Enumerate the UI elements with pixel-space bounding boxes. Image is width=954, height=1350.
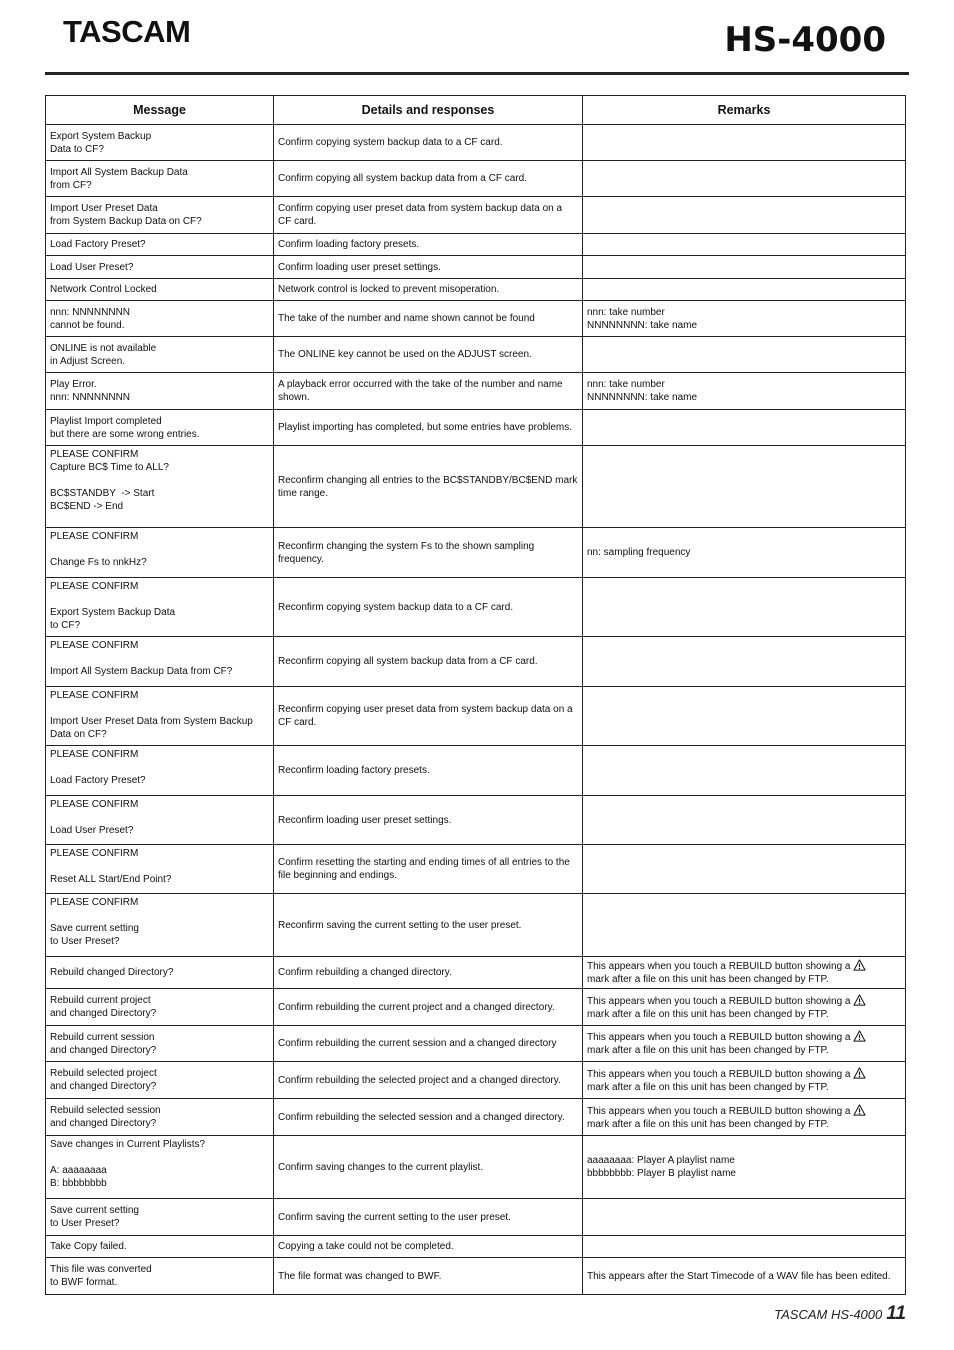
message-cell: Rebuild changed Directory? bbox=[46, 957, 274, 989]
details-cell: The file format was changed to BWF. bbox=[274, 1258, 583, 1295]
table-row bbox=[46, 197, 906, 234]
details-cell: Confirm rebuilding the current session and a changed directory bbox=[274, 1026, 583, 1062]
message-cell: Import User Preset Data from System Backup Data on CF? bbox=[46, 197, 274, 234]
message-cell: PLEASE CONFIRM Change Fs to nnkHz? bbox=[46, 528, 274, 578]
warning-triangle-icon bbox=[853, 1030, 866, 1042]
message-cell: PLEASE CONFIRM Import All System Backup Data from CF? bbox=[46, 637, 274, 687]
message-cell: Save changes in Current Playlists? A: aaaaaaaa B: bbbbbbbb bbox=[46, 1136, 274, 1199]
remarks-cell bbox=[583, 1236, 906, 1258]
message-cell: nnn: NNNNNNNN cannot be found. bbox=[46, 301, 274, 337]
details-cell: The take of the number and name shown cannot be found bbox=[274, 301, 583, 337]
remarks-cell bbox=[583, 687, 906, 746]
message-cell: This file was converted to BWF format. bbox=[46, 1258, 274, 1295]
remarks-cell bbox=[583, 894, 906, 957]
remarks-text: This appears when you touch a REBUILD button showing a bbox=[587, 1032, 851, 1043]
column-header-remarks: Remarks bbox=[583, 96, 906, 125]
table-row bbox=[46, 1258, 906, 1295]
table-row bbox=[46, 446, 906, 528]
remarks-cell bbox=[583, 161, 906, 197]
remarks-cell: aaaaaaaa: Player A playlist name bbbbbbbb: Player B playlist name bbox=[583, 1136, 906, 1199]
message-cell: Rebuild current session and changed Directory? bbox=[46, 1026, 274, 1062]
remarks-text-continued: mark after a file on this unit has been changed by FTP. bbox=[587, 1045, 829, 1056]
remarks-text: This appears when you touch a REBUILD button showing a bbox=[587, 961, 851, 972]
table-row bbox=[46, 989, 906, 1026]
table-row bbox=[46, 373, 906, 410]
table-row bbox=[46, 746, 906, 796]
message-cell: PLEASE CONFIRM Export System Backup Data to CF? bbox=[46, 578, 274, 637]
message-cell: Take Copy failed. bbox=[46, 1236, 274, 1258]
table-row bbox=[46, 1026, 906, 1062]
table-row bbox=[46, 161, 906, 197]
table-header-row bbox=[46, 96, 906, 125]
message-cell: Export System Backup Data to CF? bbox=[46, 125, 274, 161]
remarks-cell bbox=[583, 845, 906, 894]
message-cell: Save current setting to User Preset? bbox=[46, 1199, 274, 1236]
warning-triangle-icon bbox=[853, 959, 866, 971]
table-row bbox=[46, 845, 906, 894]
table-row bbox=[46, 410, 906, 446]
details-cell: Reconfirm saving the current setting to the user preset. bbox=[274, 894, 583, 957]
details-cell: Confirm copying user preset data from system backup data on a CF card. bbox=[274, 197, 583, 234]
table-row bbox=[46, 957, 906, 989]
message-cell: Rebuild current project and changed Directory? bbox=[46, 989, 274, 1026]
table-row bbox=[46, 234, 906, 256]
remarks-cell bbox=[583, 1099, 906, 1136]
details-cell: Reconfirm copying system backup data to a CF card. bbox=[274, 578, 583, 637]
remarks-cell: This appears after the Start Timecode of a WAV file has been edited. bbox=[583, 1258, 906, 1295]
details-cell: Confirm rebuilding the current project and a changed directory. bbox=[274, 989, 583, 1026]
remarks-cell: nnn: take number NNNNNNNN: take name bbox=[583, 301, 906, 337]
details-cell: Reconfirm copying user preset data from system backup data on a CF card. bbox=[274, 687, 583, 746]
table-row bbox=[46, 637, 906, 687]
details-cell: Confirm loading factory presets. bbox=[274, 234, 583, 256]
message-cell: PLEASE CONFIRM Load Factory Preset? bbox=[46, 746, 274, 796]
table-row bbox=[46, 1136, 906, 1199]
page-footer bbox=[774, 1303, 906, 1325]
details-cell: Confirm copying all system backup data from a CF card. bbox=[274, 161, 583, 197]
page-number: 11 bbox=[886, 1303, 906, 1324]
message-cell: Rebuild selected session and changed Directory? bbox=[46, 1099, 274, 1136]
details-cell: Network control is locked to prevent misoperation. bbox=[274, 279, 583, 301]
brand-logo: TASCAM bbox=[63, 14, 191, 49]
message-cell: PLEASE CONFIRM Save current setting to User Preset? bbox=[46, 894, 274, 957]
message-cell: Network Control Locked bbox=[46, 279, 274, 301]
table-row bbox=[46, 337, 906, 373]
table-row bbox=[46, 687, 906, 746]
message-table bbox=[45, 95, 906, 1295]
remarks-cell bbox=[583, 1026, 906, 1062]
details-cell: Confirm rebuilding a changed directory. bbox=[274, 957, 583, 989]
details-cell: Confirm rebuilding the selected project and a changed directory. bbox=[274, 1062, 583, 1099]
remarks-cell bbox=[583, 637, 906, 687]
details-cell: The ONLINE key cannot be used on the ADJUST screen. bbox=[274, 337, 583, 373]
table-row bbox=[46, 125, 906, 161]
remarks-cell bbox=[583, 256, 906, 279]
details-cell: Reconfirm loading factory presets. bbox=[274, 746, 583, 796]
column-header-details: Details and responses bbox=[274, 96, 583, 125]
message-cell: Playlist Import completed but there are some wrong entries. bbox=[46, 410, 274, 446]
details-cell: Confirm saving the current setting to the user preset. bbox=[274, 1199, 583, 1236]
table-row bbox=[46, 1062, 906, 1099]
remarks-cell bbox=[583, 234, 906, 256]
details-cell: Copying a take could not be completed. bbox=[274, 1236, 583, 1258]
column-header-message: Message bbox=[46, 96, 274, 125]
message-cell: ONLINE is not available in Adjust Screen. bbox=[46, 337, 274, 373]
warning-triangle-icon bbox=[853, 1104, 866, 1116]
remarks-text: This appears when you touch a REBUILD button showing a bbox=[587, 995, 851, 1007]
table-row bbox=[46, 578, 906, 637]
warning-triangle-icon bbox=[853, 1067, 866, 1079]
message-cell: Load Factory Preset? bbox=[46, 234, 274, 256]
remarks-cell bbox=[583, 746, 906, 796]
remarks-cell: nnn: take number NNNNNNNN: take name bbox=[583, 373, 906, 410]
details-cell: Playlist importing has completed, but some entries have problems. bbox=[274, 410, 583, 446]
table-row bbox=[46, 528, 906, 578]
table-row bbox=[46, 1236, 906, 1258]
remarks-cell bbox=[583, 446, 906, 528]
message-cell: Play Error. nnn: NNNNNNNN bbox=[46, 373, 274, 410]
message-cell: PLEASE CONFIRM Capture BC$ Time to ALL? BC$STANDBY -> Start BC$END -> End bbox=[46, 446, 274, 528]
details-cell: Reconfirm changing all entries to the BC$STANDBY/BC$END mark time range. bbox=[274, 446, 583, 528]
remarks-cell bbox=[583, 125, 906, 161]
details-cell: Confirm rebuilding the selected session and a changed directory. bbox=[274, 1099, 583, 1136]
warning-triangle-icon bbox=[853, 994, 866, 1006]
remarks-text: This appears when you touch a REBUILD button showing a bbox=[587, 1068, 851, 1080]
remarks-text-continued: mark after a file on this unit has been changed by FTP. bbox=[587, 1081, 829, 1093]
header-rule bbox=[45, 72, 909, 75]
remarks-text-continued: mark after a file on this unit has been changed by FTP. bbox=[587, 1118, 829, 1130]
remarks-cell bbox=[583, 957, 906, 989]
details-cell: Confirm loading user preset settings. bbox=[274, 256, 583, 279]
details-cell: Confirm saving changes to the current playlist. bbox=[274, 1136, 583, 1199]
table-row bbox=[46, 1199, 906, 1236]
remarks-cell: nn: sampling frequency bbox=[583, 528, 906, 578]
table-row bbox=[46, 796, 906, 845]
remarks-cell bbox=[583, 337, 906, 373]
message-cell: PLEASE CONFIRM Reset ALL Start/End Point? bbox=[46, 845, 274, 894]
remarks-cell bbox=[583, 197, 906, 234]
message-cell: Import All System Backup Data from CF? bbox=[46, 161, 274, 197]
remarks-cell bbox=[583, 578, 906, 637]
remarks-cell bbox=[583, 1199, 906, 1236]
message-cell: Rebuild selected project and changed Directory? bbox=[46, 1062, 274, 1099]
remarks-cell bbox=[583, 410, 906, 446]
details-cell: A playback error occurred with the take of the number and name shown. bbox=[274, 373, 583, 410]
details-cell: Reconfirm copying all system backup data from a CF card. bbox=[274, 637, 583, 687]
details-cell: Confirm resetting the starting and ending times of all entries to the file beginning and endings. bbox=[274, 845, 583, 894]
message-cell: PLEASE CONFIRM Import User Preset Data from System Backup Data on CF? bbox=[46, 687, 274, 746]
details-cell: Confirm copying system backup data to a CF card. bbox=[274, 125, 583, 161]
remarks-text-continued: mark after a file on this unit has been changed by FTP. bbox=[587, 1008, 829, 1020]
table-row bbox=[46, 279, 906, 301]
message-cell: Load User Preset? bbox=[46, 256, 274, 279]
table-row bbox=[46, 256, 906, 279]
table-row bbox=[46, 1099, 906, 1136]
remarks-cell bbox=[583, 989, 906, 1026]
details-cell: Reconfirm changing the system Fs to the shown sampling frequency. bbox=[274, 528, 583, 578]
remarks-cell bbox=[583, 1062, 906, 1099]
remarks-text: This appears when you touch a REBUILD button showing a bbox=[587, 1105, 851, 1117]
message-cell: PLEASE CONFIRM Load User Preset? bbox=[46, 796, 274, 845]
remarks-cell bbox=[583, 279, 906, 301]
footer-product: TASCAM HS-4000 bbox=[774, 1307, 883, 1322]
table-row bbox=[46, 894, 906, 957]
remarks-cell bbox=[583, 796, 906, 845]
table-row bbox=[46, 301, 906, 337]
remarks-text-continued: mark after a file on this unit has been changed by FTP. bbox=[587, 974, 829, 985]
model-title: HS-4000 bbox=[724, 20, 886, 60]
details-cell: Reconfirm loading user preset settings. bbox=[274, 796, 583, 845]
